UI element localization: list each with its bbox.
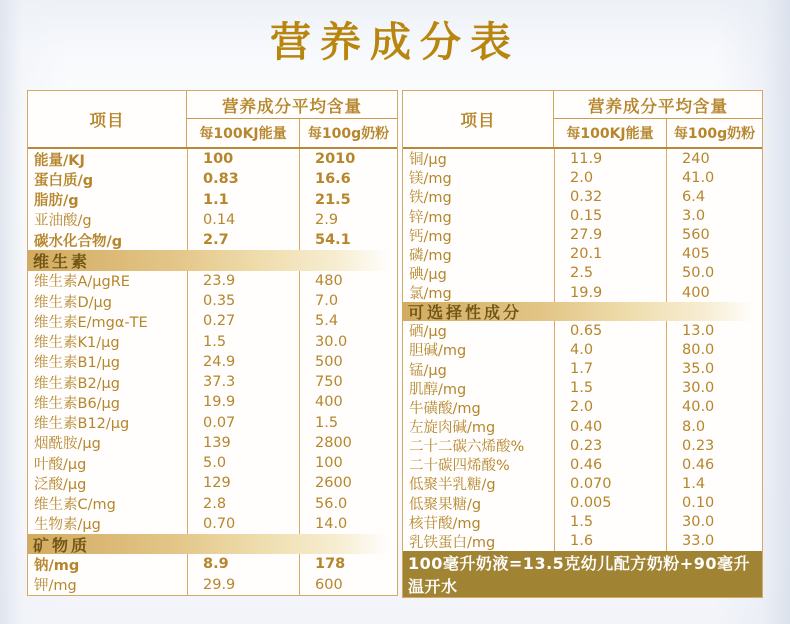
table-row [28,210,397,230]
row-value-per100kj: 1.6 [554,532,666,551]
row-value-per100kj: 2.7 [187,230,299,250]
section-label: 维生素 [33,251,91,271]
row-label: 烟酰胺/μg [34,436,101,453]
header-group-wrap [554,91,762,147]
row-value-per100kj: 139 [187,433,299,453]
row-label: 低聚果糖/g [409,496,482,513]
row-label: 能量/KJ [34,152,85,169]
row-label: 维生素C/mg [34,497,116,514]
row-label: 维生素K1/μg [34,335,120,352]
table-row [403,321,762,340]
row-label: 钙/mg [409,228,452,245]
column-header-group: 营养成分平均含量 [554,91,762,119]
row-value-per100kj: 0.23 [554,436,666,455]
row-value-per100g: 54.1 [299,230,397,250]
row-value-per100g: 30.0 [666,379,762,398]
row-label: 亚油酸/g [34,213,92,230]
row-value-per100g: 6.4 [666,187,762,206]
row-label: 磷/mg [409,247,452,264]
table-row [403,513,762,532]
row-label: 脂肪/g [34,193,79,210]
row-value-per100g: 21.5 [299,190,397,210]
row-value-per100g: 80.0 [666,340,762,359]
row-value-per100g: 0.10 [666,494,762,513]
row-value-per100kj: 37.3 [187,372,299,392]
row-label: 肌醇/mg [409,381,467,398]
column-header-item: 项目 [403,91,554,147]
row-value-per100kj: 1.5 [554,379,666,398]
row-value-per100kj: 0.14 [187,210,299,230]
table-row [403,455,762,474]
row-label: 钠/mg [34,557,80,574]
row-label: 维生素B1/μg [34,355,120,372]
table-row [403,494,762,513]
table-row [28,412,397,432]
page-title: 营养成分表 [270,18,520,66]
row-value-per100kj: 19.9 [554,283,666,302]
row-value-per100g: 5.4 [299,311,397,331]
table-row [403,398,762,417]
table-row [28,392,397,412]
row-value-per100kj: 0.32 [554,187,666,206]
row-value-per100kj: 2.0 [554,168,666,187]
row-label: 胆碱/mg [409,343,467,360]
row-value-per100kj: 24.9 [187,352,299,372]
row-value-per100g: 400 [299,392,397,412]
column-header-item: 项目 [28,91,187,147]
row-value-per100kj: 0.15 [554,206,666,225]
row-value-per100kj: 20.1 [554,245,666,264]
table-row [28,291,397,311]
row-value-per100kj: 100 [187,149,299,169]
row-value-per100kj: 27.9 [554,226,666,245]
row-label: 硒/μg [409,324,447,341]
row-label: 铁/mg [409,190,452,207]
row-value-per100kj: 0.46 [554,455,666,474]
table-row [28,331,397,351]
table-row [403,206,762,225]
row-value-per100kj: 0.83 [187,169,299,189]
section-bar [28,534,397,554]
table-row [403,436,762,455]
row-value-per100g: 50.0 [666,264,762,283]
row-value-per100g: 500 [299,352,397,372]
section-label: 矿物质 [33,535,91,555]
row-value-per100g: 405 [666,245,762,264]
row-value-per100kj: 0.70 [187,514,299,534]
row-label: 牛磺酸/mg [409,400,481,417]
row-value-per100kj: 0.40 [554,417,666,436]
row-label: 维生素A/μgRE [34,274,130,291]
header-subrow [554,119,762,147]
row-value-per100kj: 1.1 [187,190,299,210]
table-row [403,360,762,379]
section-bar [403,302,762,321]
preparation-note-bar: 100毫升奶液=13.5克幼儿配方奶粉+90毫升温开水 [403,551,762,597]
row-value-per100kj: 1.5 [187,331,299,351]
row-value-per100g: 3.0 [666,206,762,225]
column-header-per100g: 每100g奶粉 [666,119,762,147]
row-value-per100kj: 23.9 [187,271,299,291]
nutrition-table-left [27,90,398,596]
table-row [28,230,397,250]
table-row [403,264,762,283]
section-label: 可选择性成分 [408,303,523,323]
row-value-per100kj: 29.9 [187,575,299,595]
table-row [28,352,397,372]
row-label: 低聚半乳糖/g [409,477,496,494]
table-row [403,340,762,359]
row-value-per100g: 480 [299,271,397,291]
row-value-per100g: 0.46 [666,455,762,474]
row-value-per100kj: 5.0 [187,453,299,473]
row-label: 钾/mg [34,578,77,595]
table-row [28,169,397,189]
row-label: 二十二碳六烯酸% [409,439,525,456]
table-row [403,149,762,168]
row-value-per100g: 1.5 [299,412,397,432]
table-row [28,554,397,574]
table-row [403,187,762,206]
row-value-per100g: 33.0 [666,532,762,551]
table-row [28,453,397,473]
row-value-per100g: 0.23 [666,436,762,455]
row-label: 铜/μg [409,152,447,169]
row-value-per100g: 178 [299,554,397,574]
column-header-per100g: 每100g奶粉 [299,119,397,147]
row-label: 维生素B12/μg [34,416,130,433]
row-value-per100kj: 0.65 [554,321,666,340]
row-value-per100g: 13.0 [666,321,762,340]
table-row [28,575,397,595]
row-label: 二十碳四烯酸% [409,458,510,475]
table-row [403,417,762,436]
row-label: 维生素E/mgα-TE [34,314,148,331]
table-row [28,372,397,392]
table-row [403,245,762,264]
row-value-per100kj: 2.0 [554,398,666,417]
table-row [28,190,397,210]
row-label: 生物素/μg [34,517,101,534]
row-value-per100g: 7.0 [299,291,397,311]
row-value-per100kj: 2.8 [187,494,299,514]
row-label: 泛酸/μg [34,476,87,493]
column-header-per100kj: 每100KJ能量 [566,126,654,142]
row-value-per100g: 2800 [299,433,397,453]
row-label: 氯/mg [409,286,452,303]
table-body [28,149,397,595]
table-row [28,433,397,453]
row-value-per100kj: 4.0 [554,340,666,359]
row-value-per100g: 56.0 [299,494,397,514]
section-bar [28,250,397,270]
row-value-per100kj: 0.27 [187,311,299,331]
row-value-per100g: 240 [666,149,762,168]
row-value-per100g: 14.0 [299,514,397,534]
row-label: 碘/μg [409,266,447,283]
table-row [28,311,397,331]
row-label: 锌/mg [409,209,452,226]
table-row [28,494,397,514]
table-header [28,91,397,149]
row-label: 左旋肉碱/mg [409,420,496,437]
row-value-per100g: 2010 [299,149,397,169]
row-value-per100g: 8.0 [666,417,762,436]
row-label: 维生素D/μg [34,294,112,311]
row-label: 锰/μg [409,362,447,379]
table-row [403,532,762,551]
table-row [403,474,762,493]
row-value-per100kj: 2.5 [554,264,666,283]
table-row [28,149,397,169]
row-value-per100g: 30.0 [299,331,397,351]
table-body [403,149,762,551]
row-value-per100kj: 1.5 [554,513,666,532]
row-value-per100g: 35.0 [666,360,762,379]
row-label: 维生素B2/μg [34,375,120,392]
row-label: 碳水化合物/g [34,233,123,250]
row-value-per100kj: 11.9 [554,149,666,168]
header-group-wrap [187,91,397,147]
table-row [28,271,397,291]
table-row [28,514,397,534]
row-value-per100g: 2600 [299,473,397,493]
row-value-per100kj: 19.9 [187,392,299,412]
row-value-per100kj: 0.35 [187,291,299,311]
row-value-per100g: 600 [299,575,397,595]
row-value-per100g: 1.4 [666,474,762,493]
row-value-per100g: 100 [299,453,397,473]
table-header [403,91,762,149]
row-label: 核苷酸/mg [409,515,481,532]
row-label: 镁/mg [409,171,452,188]
nutrition-table-right [402,90,763,598]
row-value-per100g: 41.0 [666,168,762,187]
table-row [403,379,762,398]
table-row [403,226,762,245]
table-row [403,168,762,187]
row-label: 乳铁蛋白/mg [409,534,496,551]
row-value-per100g: 40.0 [666,398,762,417]
column-header-per100kj: 每100KJ能量 [199,126,287,142]
table-row [28,473,397,493]
row-value-per100g: 400 [666,283,762,302]
row-value-per100kj: 0.005 [554,494,666,513]
row-value-per100kj: 8.9 [187,554,299,574]
row-label: 维生素B6/μg [34,395,120,412]
row-value-per100kj: 129 [187,473,299,493]
row-value-per100kj: 0.070 [554,474,666,493]
row-value-per100g: 16.6 [299,169,397,189]
row-value-per100g: 2.9 [299,210,397,230]
header-subrow [187,119,397,147]
row-value-per100g: 560 [666,226,762,245]
row-value-per100g: 750 [299,372,397,392]
row-label: 叶酸/μg [34,456,87,473]
row-label: 蛋白质/g [34,172,94,189]
row-value-per100kj: 0.07 [187,412,299,432]
row-value-per100kj: 1.7 [554,360,666,379]
column-header-group: 营养成分平均含量 [187,91,397,119]
row-value-per100g: 30.0 [666,513,762,532]
